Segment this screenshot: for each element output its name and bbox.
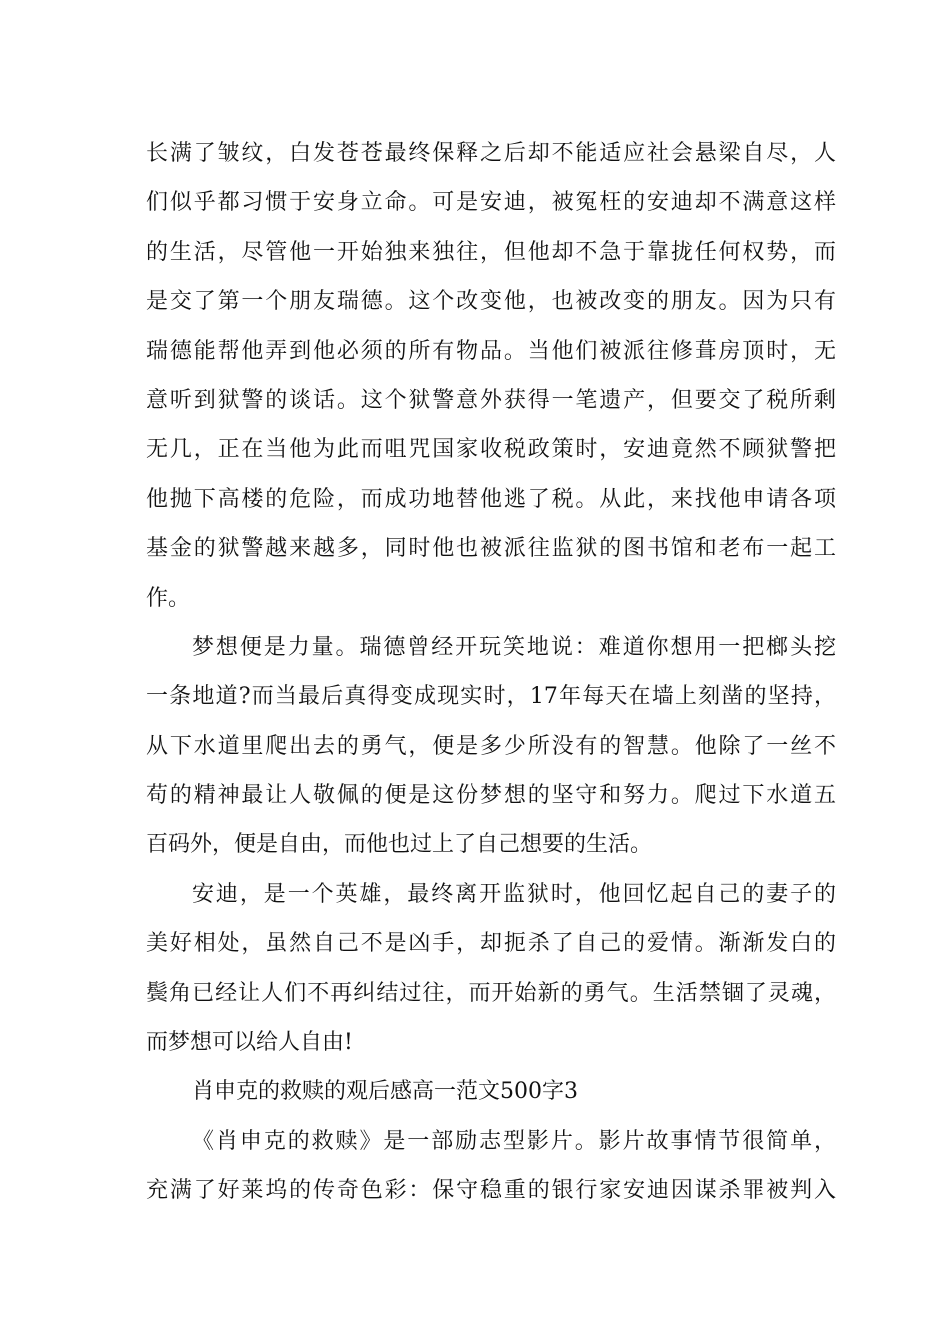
text-line: 意听到狱警的谈话。这个狱警意外获得一笔遗产，但要交了税所剩 (146, 387, 836, 413)
text-line: 鬓角已经让人们不再纠结过往，而开始新的勇气。生活禁锢了灵魂， (146, 980, 836, 1006)
text-line: 苟的精神最让人敬佩的便是这份梦想的坚守和努力。爬过下水道五 (146, 783, 836, 809)
text-line: 无几，正在当他为此而咀咒国家收税政策时，安迪竟然不顾狱警把 (146, 437, 836, 463)
text-line: 是交了第一个朋友瑞德。这个改变他，也被改变的朋友。因为只有 (146, 289, 836, 315)
text-line: 安迪，是一个英雄，最终离开监狱时，他回忆起自己的妻子的 (192, 881, 836, 907)
text-line: 瑞德能帮他弄到他必须的所有物品。当他们被派往修葺房顶时，无 (146, 338, 836, 364)
text-line: 的生活，尽管他一开始独来独往，但他却不急于靠拢任何权势，而 (146, 239, 836, 265)
text-line: 《肖申克的救赎》是一部励志型影片。影片故事情节很简单， (192, 1128, 836, 1154)
text-line: 美好相处，虽然自己不是凶手，却扼杀了自己的爱情。渐渐发白的 (146, 931, 836, 957)
body-text (146, 129, 836, 1216)
text-line: 梦想便是力量。瑞德曾经开玩笑地说：难道你想用一把榔头挖 (192, 634, 836, 660)
text-line: 他抛下高楼的危险，而成功地替他逃了税。从此，来找他申请各项 (146, 486, 836, 512)
text-line: 百码外，便是自由，而他也过上了自己想要的生活。 (146, 832, 653, 858)
text-line: 基金的狱警越来越多，同时他也被派往监狱的图书馆和老布一起工 (146, 536, 836, 562)
text-line: 一条地道?而当最后真得变成现实时，17年每天在墙上刻凿的坚持， (146, 684, 836, 710)
text-line: 而梦想可以给人自由! (146, 1030, 353, 1056)
text-line: 作。 (146, 585, 191, 611)
text-line: 从下水道里爬出去的勇气，便是多少所没有的智慧。他除了一丝不 (146, 733, 836, 759)
text-line: 们似乎都习惯于安身立命。可是安迪，被冤枉的安迪却不满意这样 (146, 190, 836, 216)
text-line: 肖申克的救赎的观后感高一范文500字3 (192, 1079, 578, 1105)
text-line: 充满了好莱坞的传奇色彩：保守稳重的银行家安迪因谋杀罪被判入 (146, 1178, 836, 1204)
text-line: 长满了皱纹，白发苍苍最终保释之后却不能适应社会悬梁自尽，人 (146, 141, 836, 166)
